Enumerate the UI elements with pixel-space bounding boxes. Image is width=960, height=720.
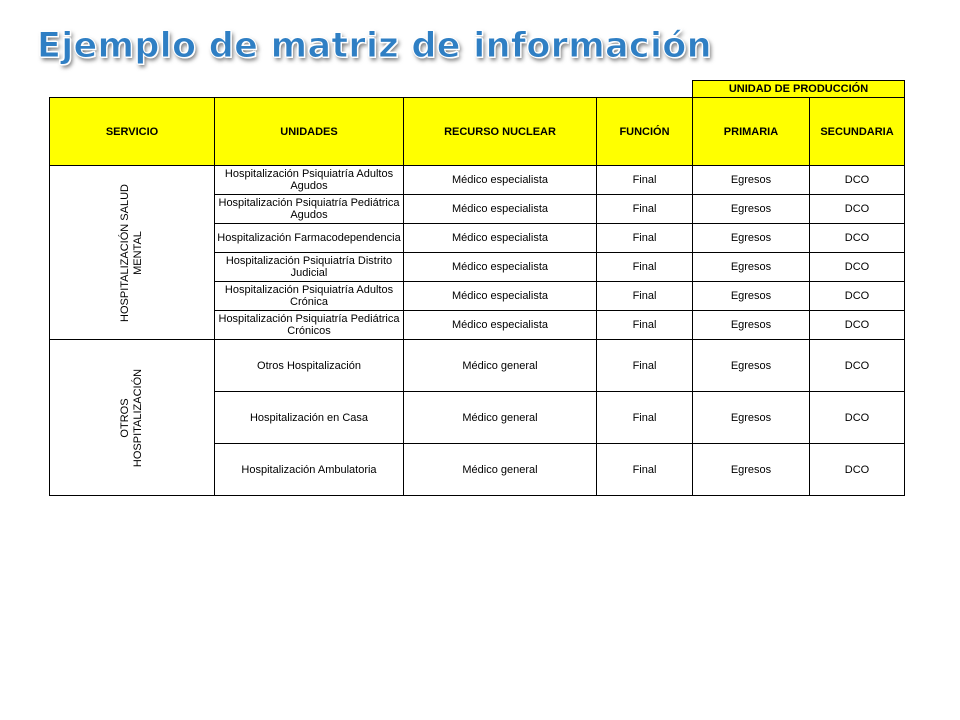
recurso-cell: Médico especialista [404, 195, 597, 224]
recurso-cell: Médico general [404, 340, 597, 392]
blank-cell [215, 81, 404, 98]
primaria-cell: Egresos [693, 392, 810, 444]
unidad-cell: Hospitalización Ambulatoria [215, 444, 404, 496]
blank-cell [50, 81, 215, 98]
header-servicio: SERVICIO [50, 98, 215, 166]
table-row [50, 166, 905, 195]
primaria-cell: Egresos [693, 224, 810, 253]
recurso-cell: Médico especialista [404, 166, 597, 195]
header-funcion: FUNCIÓN [597, 98, 693, 166]
recurso-cell: Médico especialista [404, 311, 597, 340]
primaria-cell: Egresos [693, 282, 810, 311]
secundaria-cell: DCO [810, 311, 905, 340]
funcion-cell: Final [597, 392, 693, 444]
column-header-row [50, 98, 905, 166]
primaria-cell: Egresos [693, 253, 810, 282]
funcion-cell: Final [597, 166, 693, 195]
recurso-cell: Médico especialista [404, 253, 597, 282]
recurso-cell: Médico general [404, 444, 597, 496]
funcion-cell: Final [597, 444, 693, 496]
secundaria-cell: DCO [810, 166, 905, 195]
secundaria-cell: DCO [810, 392, 905, 444]
funcion-cell: Final [597, 340, 693, 392]
secundaria-cell: DCO [810, 340, 905, 392]
header-recurso-nuclear: RECURSO NUCLEAR [404, 98, 597, 166]
secundaria-cell: DCO [810, 282, 905, 311]
unidad-cell: Hospitalización Farmacodependencia [215, 224, 404, 253]
primaria-cell: Egresos [693, 166, 810, 195]
funcion-cell: Final [597, 311, 693, 340]
header-unidades: UNIDADES [215, 98, 404, 166]
unidad-cell: Hospitalización Psiquiatría Adultos Agudos [215, 166, 404, 195]
header-primaria: PRIMARIA [693, 98, 810, 166]
primaria-cell: Egresos [693, 340, 810, 392]
funcion-cell: Final [597, 224, 693, 253]
table-row [50, 340, 905, 392]
funcion-cell: Final [597, 195, 693, 224]
service-label-line: HOSPITALIZACIÓN SALUD [119, 183, 131, 322]
group-header-row [50, 81, 905, 98]
unidad-cell: Hospitalización Psiquiatría Pediátrica Agudos [215, 195, 404, 224]
secundaria-cell: DCO [810, 224, 905, 253]
funcion-cell: Final [597, 253, 693, 282]
service-label-line: OTROS [119, 397, 131, 438]
recurso-cell: Médico general [404, 392, 597, 444]
blank-cell [597, 81, 693, 98]
unidad-cell: Hospitalización Psiquiatría Pediátrica Crónicos [215, 311, 404, 340]
secundaria-cell: DCO [810, 253, 905, 282]
service-label-line: HOSPITALIZACIÓN [132, 368, 144, 467]
service-cell-salud-mental [50, 166, 215, 340]
page-title: Ejemplo de matriz de información [37, 26, 712, 66]
funcion-cell: Final [597, 282, 693, 311]
secundaria-cell: DCO [810, 444, 905, 496]
secundaria-cell: DCO [810, 195, 905, 224]
unidad-cell: Hospitalización Psiquiatría Distrito Judicial [215, 253, 404, 282]
unidad-cell: Hospitalización en Casa [215, 392, 404, 444]
production-unit-header: UNIDAD DE PRODUCCIÓN [693, 81, 905, 98]
unidad-cell: Otros Hospitalización [215, 340, 404, 392]
primaria-cell: Egresos [693, 444, 810, 496]
blank-cell [404, 81, 597, 98]
service-label-line: MENTAL [132, 230, 144, 275]
recurso-cell: Médico especialista [404, 224, 597, 253]
header-secundaria: SECUNDARIA [810, 98, 905, 166]
recurso-cell: Médico especialista [404, 282, 597, 311]
information-matrix-table [49, 80, 905, 496]
primaria-cell: Egresos [693, 311, 810, 340]
unidad-cell: Hospitalización Psiquiatría Adultos Crónica [215, 282, 404, 311]
primaria-cell: Egresos [693, 195, 810, 224]
service-cell-otros-hospitalizacion [50, 340, 215, 496]
